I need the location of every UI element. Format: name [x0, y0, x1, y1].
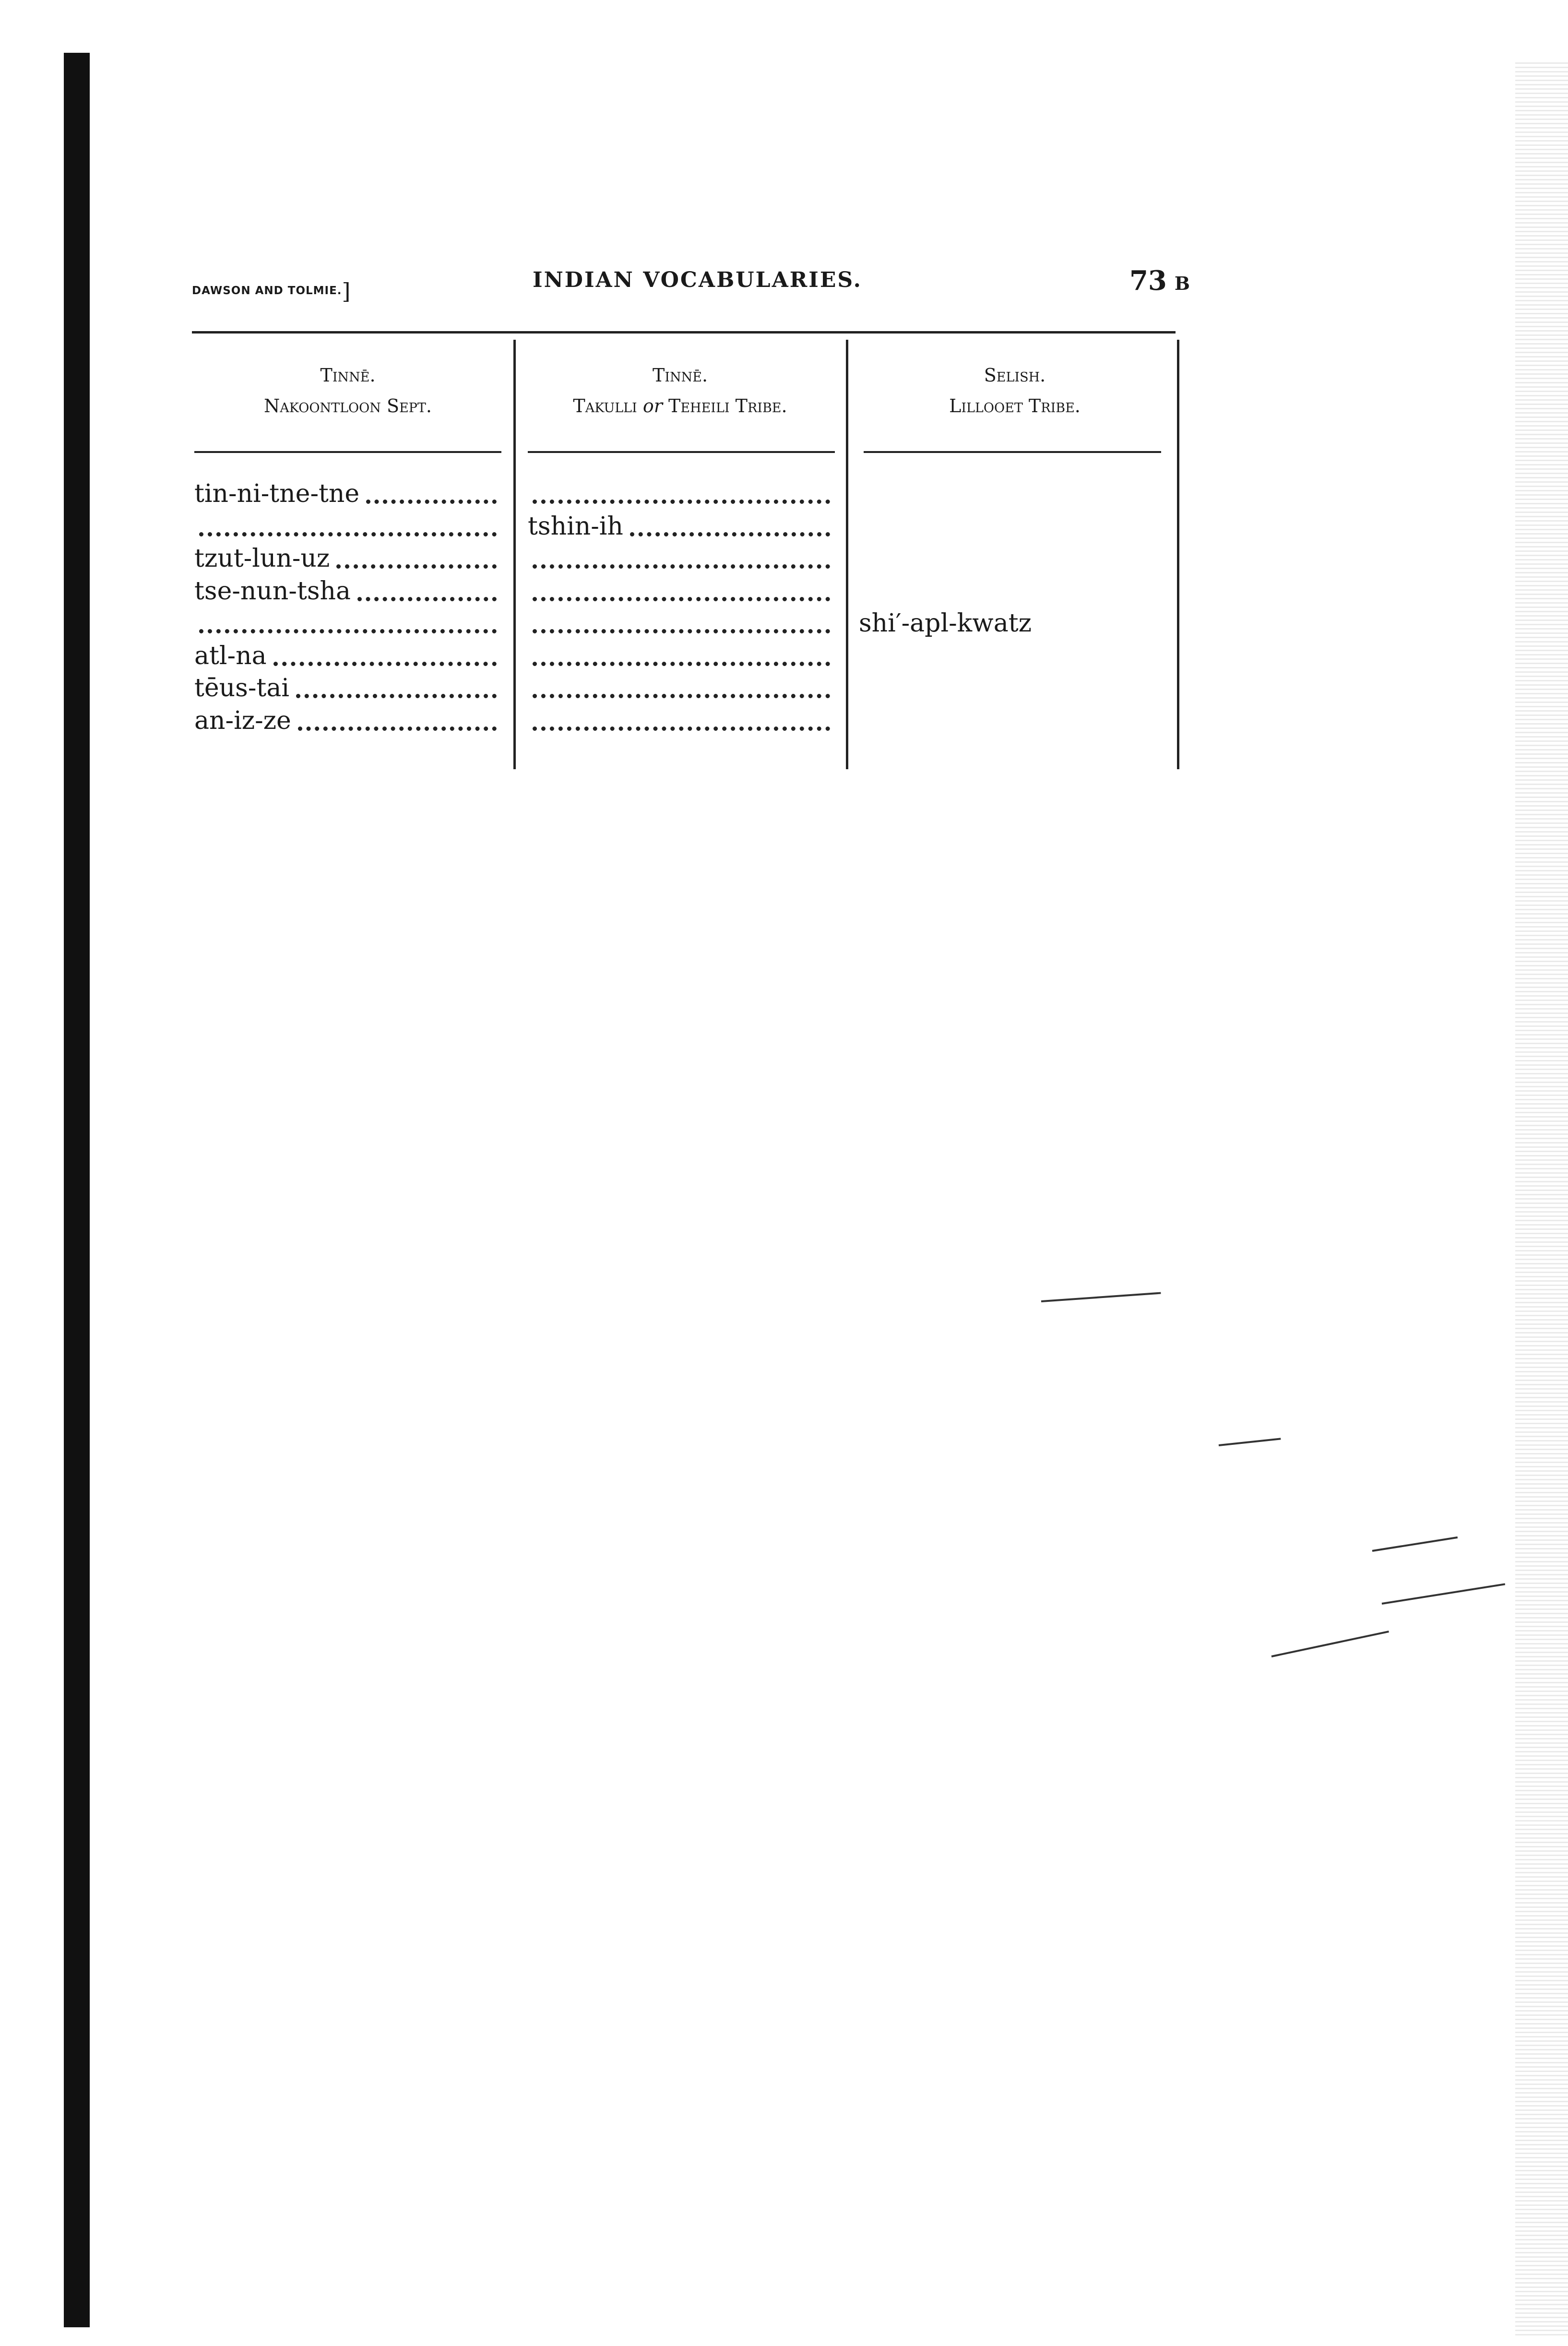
scan-mark	[1382, 1583, 1505, 1605]
table-cell-col2-row-2	[528, 510, 835, 543]
table-cell-col1-row-2	[194, 510, 501, 543]
table-cell-col2-row-7	[528, 672, 835, 704]
table-cell-col3-row-8	[859, 704, 1171, 737]
vocabulary-entry: tzut-lun-uz	[194, 544, 330, 573]
column-heading-lillooet-family: Selish.	[984, 365, 1046, 386]
dot-leader	[533, 629, 830, 633]
table-cell-col2-row-8	[528, 704, 835, 737]
table-cell-col3-row-6	[859, 640, 1171, 672]
table-cell-col3-row-2	[859, 510, 1171, 543]
table-cell-col1-row-8	[194, 704, 501, 737]
column-heading-rule-1	[194, 451, 501, 453]
table-cell-col2-row-5	[528, 607, 835, 640]
dot-leader	[273, 662, 497, 666]
dot-leader	[533, 500, 830, 504]
column-divider-1	[513, 340, 516, 769]
running-head-authors: DAWSON AND TOLMIE.]	[192, 278, 351, 304]
table-cell-col3-row-3	[859, 542, 1171, 575]
table-cell-col2-row-4	[528, 575, 835, 607]
table-cell-col1-row-7	[194, 672, 501, 704]
column-heading-takulli-family: Tinnē.	[652, 365, 708, 386]
scan-mark	[1219, 1438, 1281, 1446]
dot-leader	[199, 532, 497, 536]
dot-leader	[630, 532, 830, 536]
table-cell-col1-row-3	[194, 542, 501, 575]
table-cell-col1-row-5	[194, 607, 501, 640]
vocabulary-entry: tshin-ih	[528, 512, 623, 541]
column-heading-nakoontloon-group: Nakoontloon Sept.	[264, 395, 432, 417]
column-heading-takulli-or: or	[642, 395, 663, 417]
column-heading-rule-3	[864, 451, 1161, 453]
table-top-rule	[192, 331, 1176, 333]
table-cell-col1-row-6	[194, 640, 501, 672]
dot-leader	[533, 726, 830, 731]
page-number-value: 73	[1129, 265, 1167, 297]
table-right-border	[1177, 340, 1179, 769]
page-fore-edge	[1515, 62, 1568, 2337]
dot-leader	[199, 629, 497, 633]
vocabulary-entry: an-iz-ze	[194, 706, 291, 735]
table-cell-col1-row-1	[194, 477, 501, 510]
dot-leader	[296, 694, 497, 698]
dot-leader	[533, 694, 830, 698]
column-heading-rule-2	[528, 451, 835, 453]
vocabulary-entry: shi′-apl-kwatz	[859, 609, 1032, 638]
table-cell-col2-row-3	[528, 542, 835, 575]
table-cell-col1-row-4	[194, 575, 501, 607]
dot-leader	[357, 597, 497, 601]
dot-leader	[533, 662, 830, 666]
vocabulary-entry: tse-nun-tsha	[194, 576, 351, 606]
running-head-authors-text: DAWSON AND TOLMIE.	[192, 285, 342, 297]
column-heading-takulli-alt: Teheili Tribe.	[668, 395, 787, 417]
page-number	[1129, 265, 1190, 297]
vocabulary-entry: atl-na	[194, 641, 267, 670]
column-heading-takulli-group	[521, 391, 840, 421]
column-heading-nakoontloon	[192, 360, 504, 421]
scan-mark	[1271, 1631, 1389, 1657]
column-heading-nakoontloon-family: Tinnē.	[320, 365, 376, 386]
column-heading-takulli-name: Takulli	[573, 395, 637, 417]
dot-leader	[366, 500, 497, 504]
table-cell-col3-row-5	[859, 607, 1171, 640]
table-cell-col2-row-6	[528, 640, 835, 672]
table-cell-col2-row-1	[528, 477, 835, 510]
column-heading-lillooet-group: Lillooet Tribe.	[949, 395, 1081, 417]
dot-leader	[533, 597, 830, 601]
dot-leader	[298, 726, 497, 731]
vocabulary-entry: tēus-tai	[194, 674, 289, 703]
running-head	[192, 259, 1190, 307]
vocabulary-entry: tin-ni-tne-tne	[194, 479, 360, 508]
table-cell-col3-row-1	[859, 477, 1171, 510]
column-heading-lillooet	[859, 360, 1171, 421]
table-cell-col3-row-7	[859, 672, 1171, 704]
page-binding-edge	[64, 53, 90, 2327]
column-divider-2	[846, 340, 848, 769]
scan-mark	[1372, 1536, 1458, 1552]
column-heading-takulli	[521, 360, 840, 421]
table-cell-col3-row-4	[859, 575, 1171, 607]
running-head-title: INDIAN VOCABULARIES.	[533, 268, 862, 292]
dot-leader	[336, 564, 497, 569]
scan-mark	[1041, 1292, 1161, 1302]
page-number-suffix: B	[1174, 273, 1190, 294]
dot-leader	[533, 564, 830, 569]
